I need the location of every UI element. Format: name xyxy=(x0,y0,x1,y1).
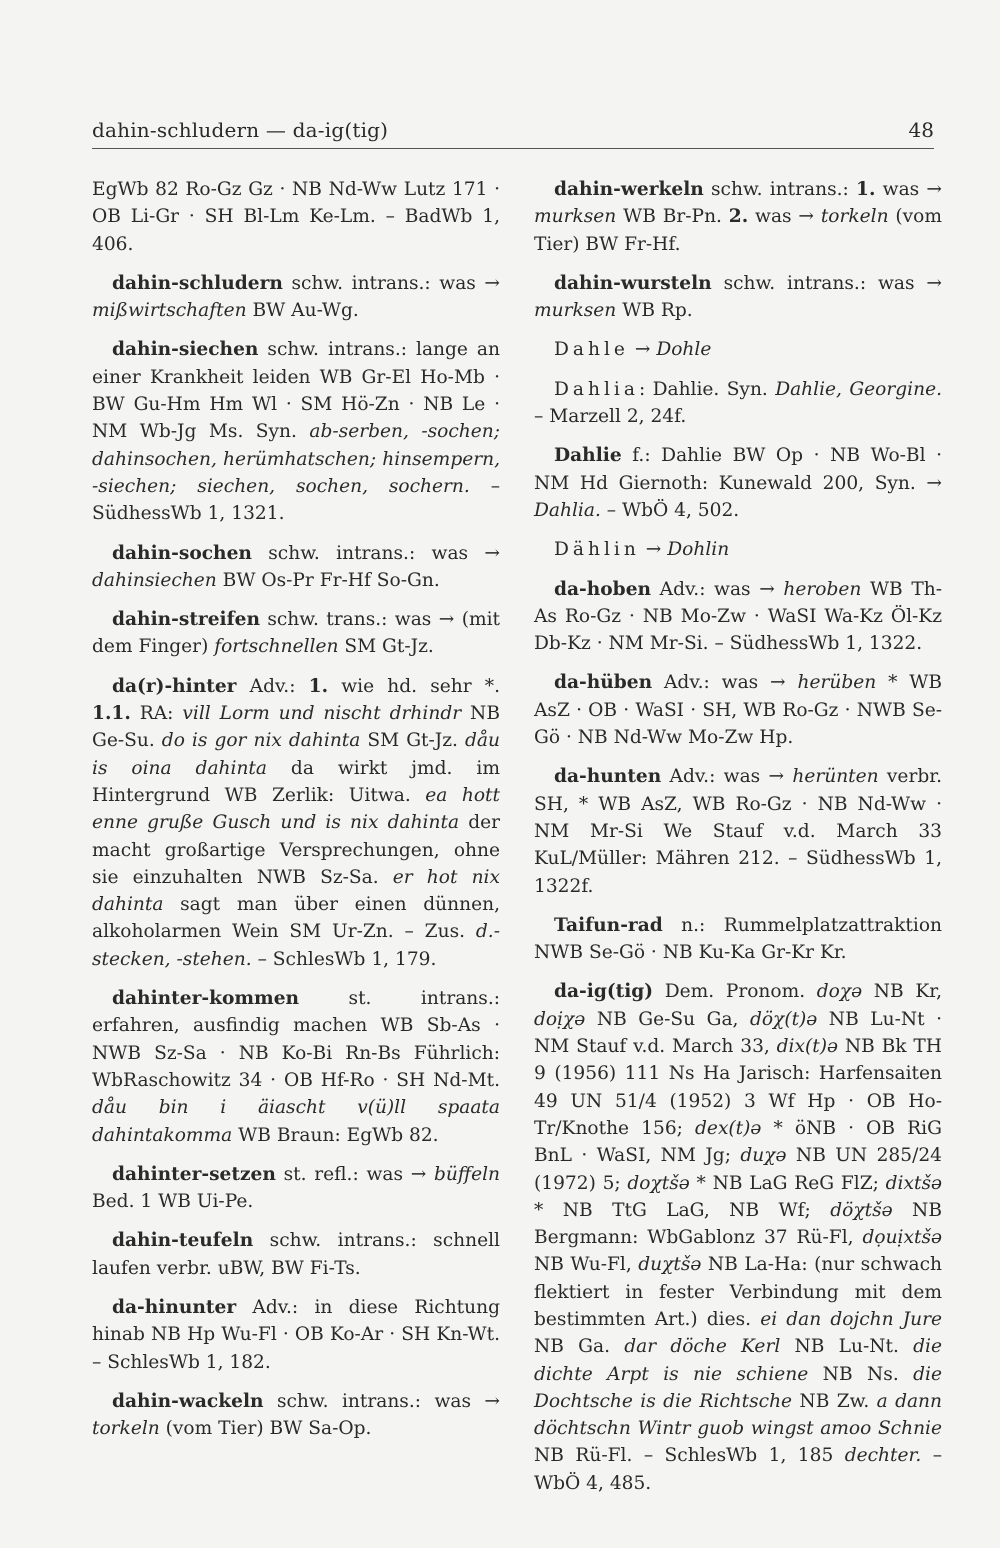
right_column-entry: Dählin → Dohlin xyxy=(554,539,730,561)
page-number: 48 xyxy=(908,118,934,142)
left_column-entry: da(r)-hinter Adv.: 1. wie hd. sehr *. 1.1. RA: vill Lorm und nischt drhindr NB Ge-Su. do is gor nix dahinta SM Gt-Jz. dåu is oina dahinta da wirkt jmd. im Hintergrund WB Zerlik: Uitwa. ea hott enne gruße Gusch und is nix dahinta der macht großartige Versprechungen, ohne sie einzuhalten NWB Sz-Sa. er hot nix dahinta sagt man über einen dünnen, alkoholarmen Wein SM Ur-Zn. – Zus. d.-stecken, -stehen. – SchlesWb 1, 179. xyxy=(92,675,500,970)
running-title: dahin-schludern — da-ig(tig) xyxy=(92,118,389,142)
left_column-entry: dahin-wackeln schw. intrans.: was → torkeln (vom Tier) BW Sa-Op. xyxy=(92,1390,500,1440)
left_column-entry: da-hinunter Adv.: in diese Richtung hinab NB Hp Wu-Fl · OB Ko-Ar · SH Kn-Wt. – SchlesWb 1, 182. xyxy=(92,1296,500,1373)
running-header xyxy=(92,116,934,149)
right_column-entry: dahin-werkeln schw. intrans.: 1. was → murksen WB Br-Pn. 2. was → torkeln (vom Tier) BW Fr-Hf. xyxy=(534,179,942,255)
right_column-entry: da-ig(tig) Dem. Pronom. doχə NB Kr, doịχə NB Ge-Su Ga, döχ(t)ə NB Lu-Nt · NM Stauf v.d. March 33, dix(t)ə NB Bk TH 9 (1956) 111 Ns Ha Jarisch: Harfensaiten 49 UN 51/4 (1952) 3 Wf Hp · OB Ho-Tr/Knothe 156; dex(t)ə * öNB · OB RiG BnL · WaSI, NM Jg; duχə NB UN 285/24 (1972) 5; doχtšə * NB LaG ReG FlZ; dixtšə * NB TtG LaG, NB Wf; döχtšə NB Bergmann: WbGablonz 37 Rü-Fl, dọuịxtšə NB Wu-Fl, duχtšə NB La-Ha: (nur schwach flektiert in fester Verbindung mit dem bestimmten Art.) dies. ei dan dojchn Jure NB Ga. dar döche Kerl NB Lu-Nt. die dichte Arpt is nie schiene NB Ns. die Dochtsche is die Richtsche NB Zw. a dann döchtschn Wintr guob wingst amoo Schnie NB Rü-Fl. – SchlesWb 1, 185 dechter. – WbÖ 4, 485. xyxy=(534,981,943,1494)
right_column-entry: da-hunten Adv.: was → herünten verbr. SH, * WB AsZ, WB Ro-Gz · NB Nd-Ww · NM Mr-Si We Stauf v.d. March 33 KuL/Müller: Mähren 212. – SüdhessWb 1, 1322f. xyxy=(534,766,942,897)
right_column-entry: Dahlia: Dahlie. Syn. Dahlie, Georgine. – Marzell 2, 24f. xyxy=(534,378,942,428)
left-column xyxy=(92,176,500,1454)
right_column-entry: da-hüben Adv.: was → herüben * WB AsZ · OB · WaSI · SH, WB Ro-Gz · NWB Se-Gö · NB Nd-Ww Mo-Zw Hp. xyxy=(534,672,942,749)
left_column-entry: dahin-teufeln schw. intrans.: schnell laufen verbr. uBW, BW Fi-Ts. xyxy=(92,1230,500,1279)
left_column-entry: dahin-streifen schw. trans.: was → (mit dem Finger) fortschnellen SM Gt-Jz. xyxy=(92,609,500,658)
right_column-entry: dahin-wursteln schw. intrans.: was → murksen WB Rp. xyxy=(534,272,942,322)
right_column-entry: Dahlie f.: Dahlie BW Op · NB Wo-Bl · NM Hd Giernoth: Kunewald 200, Syn. → Dahlia. – WbÖ 4, 502. xyxy=(534,445,942,521)
left_column-entry: dahinter-setzen st. refl.: was → büffeln Bed. 1 WB Ui-Pe. xyxy=(92,1163,500,1213)
left_column-entry: EgWb 82 Ro-Gz Gz · NB Nd-Ww Lutz 171 · OB Li-Gr · SH Bl-Lm Ke-Lm. – BadWb 1, 406. xyxy=(92,179,500,255)
right_column-entry: Dahle → Dohle xyxy=(554,339,712,361)
right_column-entry: Taifun-rad n.: Rummelplatzattraktion NWB Se-Gö · NB Ku-Ka Gr-Kr Kr. xyxy=(534,914,942,964)
left_column-entry: dahin-siechen schw. intrans.: lange an einer Krankheit leiden WB Gr-El Ho-Mb · BW Gu-Hm Hm Wl · SM Hö-Zn · NB Le · NM Wb-Jg Ms. Syn. ab-serben, -sochen; dahinsochen, herümhatschen; hinsempern, -siechen; siechen, sochen, sochern. – SüdhessWb 1, 1321. xyxy=(92,339,500,525)
right_column-entry: da-hoben Adv.: was → heroben WB Th-As Ro-Gz · NB Mo-Zw · WaSI Wa-Kz Öl-Kz Db-Kz · NM Mr-Si. – SüdhessWb 1, 1322. xyxy=(534,578,942,655)
right-column xyxy=(534,176,942,1509)
left_column-entry: dahin-sochen schw. intrans.: was → dahinsiechen BW Os-Pr Fr-Hf So-Gn. xyxy=(92,542,500,591)
left_column-entry: dahinter-kommen st. intrans.: erfahren, ausfindig machen WB Sb-As · NWB Sz-Sa · NB Ko-Bi Rn-Bs Führlich: WbRaschowitz 34 · OB Hf-Ro · SH Nd-Mt. dåu bin i äiascht v(ü)ll spaata dahintakomma WB Braun: EgWb 82. xyxy=(92,988,500,1146)
left_column-entry: dahin-schludern schw. intrans.: was → mißwirtschaften BW Au-Wg. xyxy=(92,272,500,322)
